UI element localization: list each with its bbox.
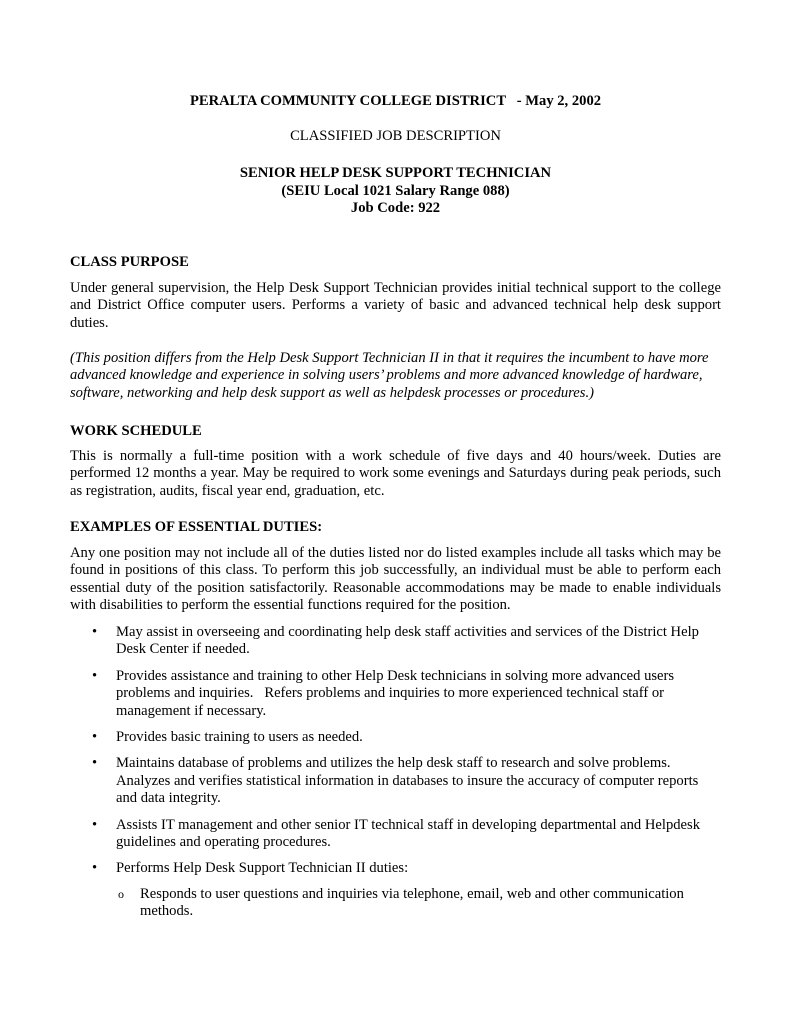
bullet-icon: • <box>92 860 98 877</box>
essential-duties-intro: Any one position may not include all of the duties listed nor do listed examples include all tasks which may be found in positions of this class. To perform this job successfully, an individual must be able to perform each essential duty of the position satisfactorily. Reasonable accommodations may be made to enable individuals with disabilities to perform the essential functions required for the position. <box>70 545 721 614</box>
essential-duties-list <box>70 624 721 930</box>
bullet-icon: • <box>92 667 98 684</box>
essential-duties-heading: EXAMPLES OF ESSENTIAL DUTIES: <box>70 519 323 535</box>
job-title-block <box>70 165 721 218</box>
bullet-icon: • <box>92 816 98 833</box>
duty-item <box>70 668 721 720</box>
job-title: SENIOR HELP DESK SUPPORT TECHNICIAN <box>239 165 552 181</box>
class-purpose-paragraph: Under general supervision, the Help Desk Support Technician provides initial technical support to the college and District Office computer users. Performs a variety of basic and advanced technical help desk support duties. <box>70 280 721 331</box>
duty-text: Assists IT management and other senior IT technical staff in developing departmental and Helpdesk guidelines and operating procedures. <box>116 816 700 851</box>
duty-text: Maintains database of problems and utilizes the help desk staff to research and solve problems. Analyzes and verifies statistical information in databases to insure the accuracy of computer reports and data integrity. <box>116 755 699 807</box>
sub-duty-text: Responds to user questions and inquiries via telephone, email, web and other communication methods. <box>140 885 684 920</box>
duty-text: Provides assistance and training to other Help Desk technicians in solving more advanced users problems and inquiries. Refers problems and inquiries to more experienced technical staff or management if necessary. <box>116 667 678 719</box>
bullet-icon: • <box>92 729 98 746</box>
duty-item <box>70 624 721 659</box>
bullet-icon: • <box>92 624 98 640</box>
bullet-icon: • <box>92 755 98 772</box>
job-code: Job Code: 922 <box>350 200 441 216</box>
work-schedule-heading: WORK SCHEDULE <box>70 423 202 439</box>
district-date-heading: PERALTA COMMUNITY COLLEGE DISTRICT - May 2, 2002 <box>189 93 602 109</box>
class-purpose-heading: CLASS PURPOSE <box>70 254 189 270</box>
hollow-bullet-icon: o <box>118 886 124 901</box>
class-purpose-note: (This position differs from the Help Desk Support Technician II in that it requires the incumbent to have more advanced knowledge and experience in solving users’ problems and more advanced knowledge of hardware, software, networking and help desk support as well as helpdesk processes or procedures.) <box>70 350 709 401</box>
duty-text: Performs Help Desk Support Technician II duties: <box>116 860 409 877</box>
duty-item <box>70 755 721 807</box>
document-type-heading: CLASSIFIED JOB DESCRIPTION <box>290 128 501 144</box>
duty-item <box>70 860 721 920</box>
work-schedule-paragraph: This is normally a full-time position with a work schedule of five days and 40 hours/week. Duties are performed 12 months a year. May be required to work some evenings and Saturdays during peak periods, such as registration, audits, fiscal year end, graduation, etc. <box>70 448 721 499</box>
sub-duty-item <box>116 886 721 921</box>
duty-text: Provides basic training to users as needed. <box>116 729 363 746</box>
salary-range: (SEIU Local 1021 Salary Range 088) <box>281 182 510 199</box>
sub-duties-list <box>116 886 721 921</box>
duty-text: May assist in overseeing and coordinating help desk staff activities and services of the District Help Desk Center if needed. <box>116 624 699 658</box>
duty-item <box>70 729 721 746</box>
duty-item <box>70 817 721 852</box>
